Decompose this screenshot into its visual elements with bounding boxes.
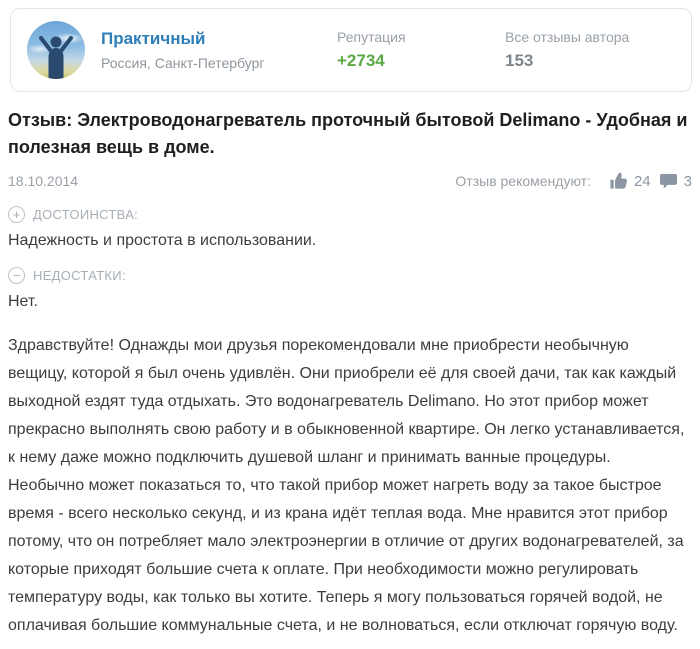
thumbs-up-icon — [609, 172, 628, 190]
recommend-label: Отзыв рекомендуют: — [455, 173, 591, 189]
review-date: 18.10.2014 — [8, 173, 79, 189]
review-title: Отзыв: Электроводонагреватель проточный бытовой Delimano - Удобная и полезная вещь в доме. — [8, 110, 688, 157]
avatar[interactable] — [27, 21, 85, 79]
author-location: Россия, Санкт-Петербург — [101, 55, 265, 71]
reputation-stat — [337, 29, 505, 71]
author-username-link[interactable]: Практичный — [101, 29, 206, 48]
author-reviews-count-link[interactable]: 153 — [505, 51, 534, 70]
person-arms-raised-icon — [27, 21, 85, 79]
comments-count: 3 — [683, 172, 692, 190]
author-info — [101, 29, 337, 71]
cons-value: Нет. — [8, 293, 38, 310]
cons-label: НЕДОСТАТКИ: — [33, 268, 126, 283]
review-meta-row — [8, 172, 692, 190]
review-body — [8, 332, 692, 640]
author-reviews-label: Все отзывы автора — [505, 29, 630, 45]
recommend-block — [455, 172, 692, 190]
review-paragraph: Необычно может показаться то, что такой прибор может нагреть воду за такое быстрое время - всего несколько секунд, и из крана идёт теплая вода. Мне нравится этот прибор потому, что он потребляет мало электроэнергии в отличие от других водонагревателей, за которые приходят большие счета к оплате. При необходимости можно регулировать температуру воды, как только вы хотите. Теперь я могу пользоваться горячей водой, не оплачивая большие коммунальные счета, и не волноваться, если отключат горячую воду. — [8, 477, 684, 634]
cons-head — [8, 267, 692, 284]
like-button[interactable] — [609, 172, 651, 190]
reputation-label: Репутация — [337, 29, 406, 45]
pros-head — [8, 206, 692, 223]
author-reviews-stat — [505, 29, 673, 71]
pros-label: ДОСТОИНСТВА: — [33, 207, 139, 222]
plus-circle-icon: + — [8, 206, 25, 223]
cons-section — [8, 267, 692, 311]
minus-circle-icon: − — [8, 267, 25, 284]
pros-value: Надежность и простота в использовании. — [8, 232, 317, 249]
pros-section — [8, 206, 692, 250]
review-paragraph: Здравствуйте! Однажды мои друзья порекомендовали мне приобрести необычную вещицу, которой я был очень удивлён. Они приобрели её для своей дачи, так как каждый выходной ездят туда отдыхать. Это водонагреватель Delimano. Но этот прибор может прекрасно выполнять свою работу и в обыкновенной квартире. Он легко устанавливается, к нему даже можно подключить душевой шланг и принимать ванные процедуры. — [8, 337, 685, 466]
author-card — [10, 8, 692, 92]
reputation-value: +2734 — [337, 51, 385, 70]
comment-bubble-icon — [659, 173, 678, 190]
like-count: 24 — [633, 172, 651, 190]
comments-button[interactable] — [659, 173, 692, 190]
